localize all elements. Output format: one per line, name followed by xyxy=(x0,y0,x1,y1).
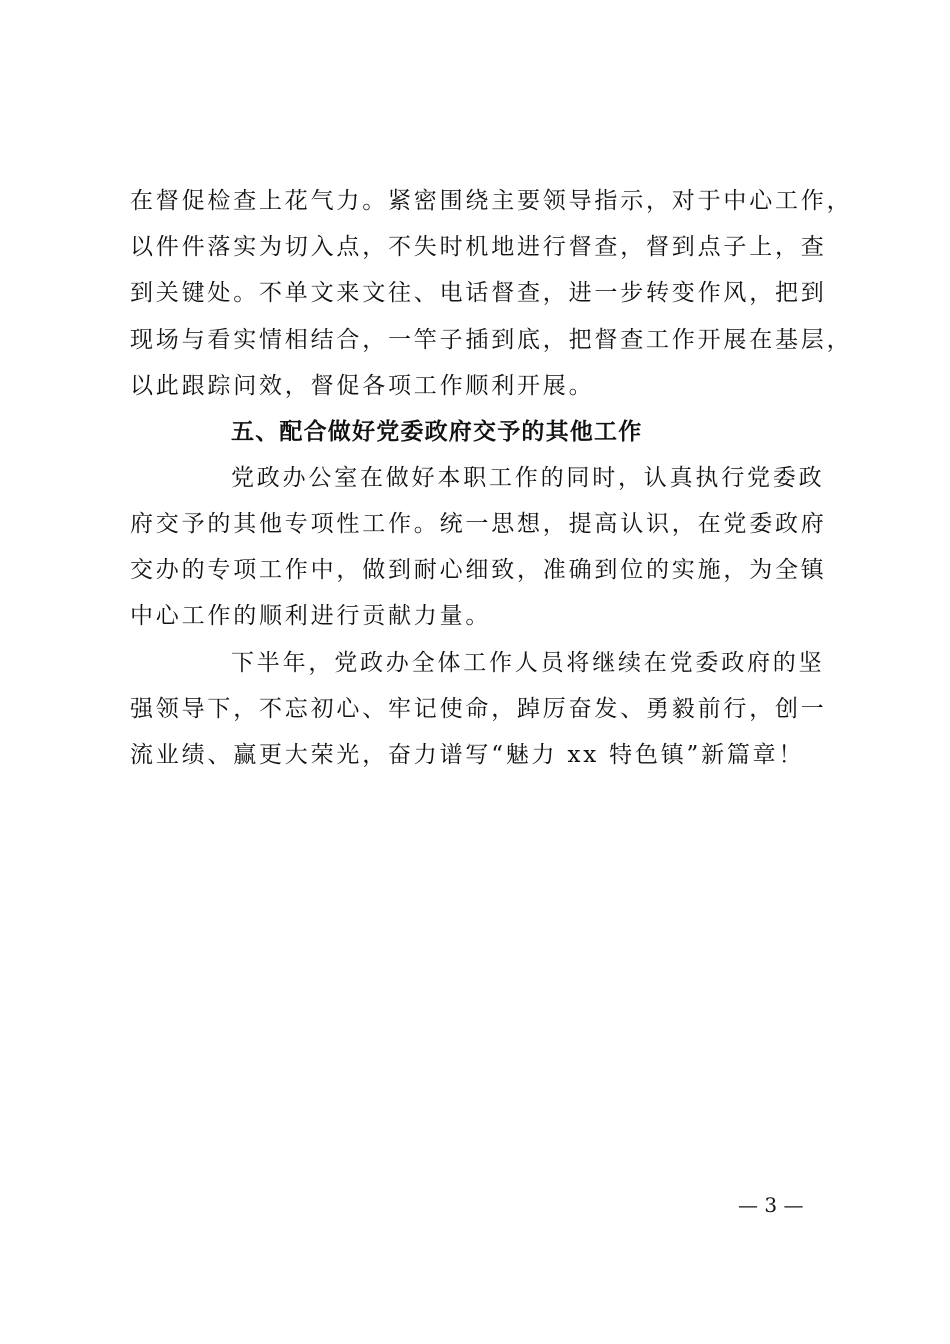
paragraph-3-line-2: 强领导下，不忘初心、牢记使命，踔厉奋发、勇毅前行，创一 xyxy=(130,696,827,722)
paragraph-2-line-2: 府交予的其他专项性工作。统一思想，提高认识，在党委政府 xyxy=(130,511,827,537)
section-heading: 五、配合做好党委政府交予的其他工作 xyxy=(231,418,643,445)
paragraph-3-line-1: 下半年，党政办全体工作人员将继续在党委政府的坚 xyxy=(231,650,825,676)
paragraph-1-line-3: 到关键处。不单文来文往、电话督查，进一步转变作风，把到 xyxy=(130,280,827,306)
paragraph-3-line-3: 流业绩、赢更大荣光，奋力谱写“魅力 xx 特色镇”新篇章！ xyxy=(130,742,805,768)
paragraph-1-line-2: 以件件落实为切入点，不失时机地进行督查，督到点子上，查 xyxy=(130,234,827,260)
paragraph-1-line-4: 现场与看实情相结合，一竿子插到底，把督查工作开展在基层， xyxy=(130,327,853,353)
paragraph-1-line-5: 以此跟踪问效，督促各项工作顺利开展。 xyxy=(130,373,595,399)
paragraph-1-line-1: 在督促检查上花气力。紧密围绕主要领导指示，对于中心工作， xyxy=(130,188,853,214)
page-number: — 3 — xyxy=(738,1193,804,1217)
paragraph-2-line-3: 交办的专项工作中，做到耐心细致，准确到位的实施，为全镇 xyxy=(130,557,827,583)
paragraph-2-line-1: 党政办公室在做好本职工作的同时，认真执行党委政 xyxy=(231,465,825,491)
paragraph-2-line-4: 中心工作的顺利进行贡献力量。 xyxy=(130,603,492,629)
